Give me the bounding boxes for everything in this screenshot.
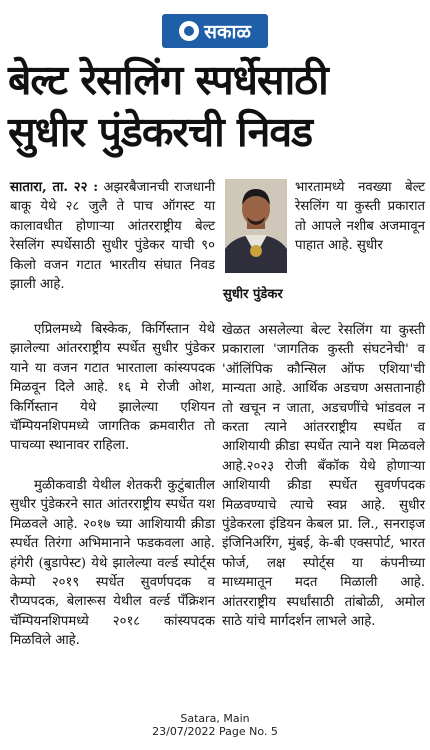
article-paragraph-1 [10, 178, 215, 294]
right-column-body: खेळत असलेल्या बेल्ट रेसलिंग या कुस्ती प्रकाराला 'जागतिक कुस्ती संघटनेची' व 'ऑलिंपिक कौन्सिल ऑफ एशिया'ची मान्यता आहे. आर्थिक अडचण असतानाही तो खचून न जाता, अडचणींचे भांडवल न करता त्याने आंतरराष्ट्रीय स्पर्धेत व आशियायी क्रीडा स्पर्धेत त्याने यश मिळवले आहे.२०२३ रोजी बँकॉक येथे होणाऱ्या आशियायी क्रीडा स्पर्धेत सुवर्णपदक मिळवण्याचे त्याचे स्वप्न आहे. सुधीर पुंडेकरला इंडियन केबल प्रा. लि., सनराइज इंजिनिअरिंग, मुंबई, के-बी एक्सपोर्ट, भारत फोर्ज, लक्ष स्पोर्ट्स या कंपनीच्या माध्यमातून मदत मिळाली आहे. आंतरराष्ट्रीय स्पर्धांसाठी तांबोळी, अमोल साठे यांचे मार्गदर्शन लाभले आहे. [222, 323, 425, 630]
headline-line-2: सुधीर पुंडेकरची निवड [8, 108, 313, 156]
page-footer [0, 712, 430, 738]
footer-date-page: 23/07/2022 Page No. 5 [152, 725, 278, 738]
headline [8, 54, 424, 158]
article-paragraph-2: एप्रिलमध्ये बिस्केक, किर्गिस्तान येथे झालेल्या आंतरराष्ट्रीय स्पर्धेत सुधीर पुंडेकर याने या वजन गटात भारताला कांस्यपदक मिळवून दिले आहे. १६ मे रोजी ओश, किर्गिस्तान येथे झालेल्या एशियन चॅम्पियनशिपमध्ये जागतिक क्रमवारीत तो पाचव्या स्थानावर राहिला. [10, 322, 215, 454]
masthead-logo [162, 14, 268, 48]
masthead-name: सकाळ [204, 21, 251, 43]
headline-line-1: बेल्ट रेसलिंग स्पर्धेसाठी [8, 56, 328, 104]
sakal-logo-icon [179, 21, 199, 41]
paragraph-1-text: अझरबैजानची राजधानी बाकू येथे २८ जुलै ते पाच ऑगस्ट या कालावधीत होणाऱ्या आंतरराष्ट्रीय बेल्ट रेसलिंग स्पर्धेसाठी सुधीर पुंडेकर याची ९० किलो वजन गटात भारतीय संघात निवड झाली आहे. [10, 180, 216, 293]
article-paragraph-3: मुळीकवाडी येथील शेतकरी कुटुंबातील सुधीर पुंडेकरने सात आंतरराष्ट्रीय स्पर्धेत यश मिळवले आहे. २०१७ च्या आशियायी क्रीडा स्पर्धेत तिरंगा अभिमानाने फडकवला आहे. हंगेरी (बुडापेस्ट) येथे झालेल्या वर्ल्ड स्पोर्ट्स केम्पो २०१९ स्पर्धेत सुवर्णपदक व रौप्यपदक, बेलारूस येथील वर्ल्ड पॅंक्रिशन चॅम्पियनशिपमध्ये २०१८ कांस्यपदक मिळविले आहे. [10, 478, 215, 649]
footer-edition: Satara, Main [180, 712, 250, 725]
right-column-top: भारतामध्ये नवख्या बेल्ट रेसलिंग या कुस्ती प्रकारात तो आपले नशीब अजमावून पाहात आहे. सुधीर [295, 180, 425, 254]
dateline: सातारा, ता. २२ : [10, 180, 99, 195]
photo-caption: सुधीर पुंडेकर [223, 287, 283, 302]
athlete-photo [225, 179, 287, 273]
